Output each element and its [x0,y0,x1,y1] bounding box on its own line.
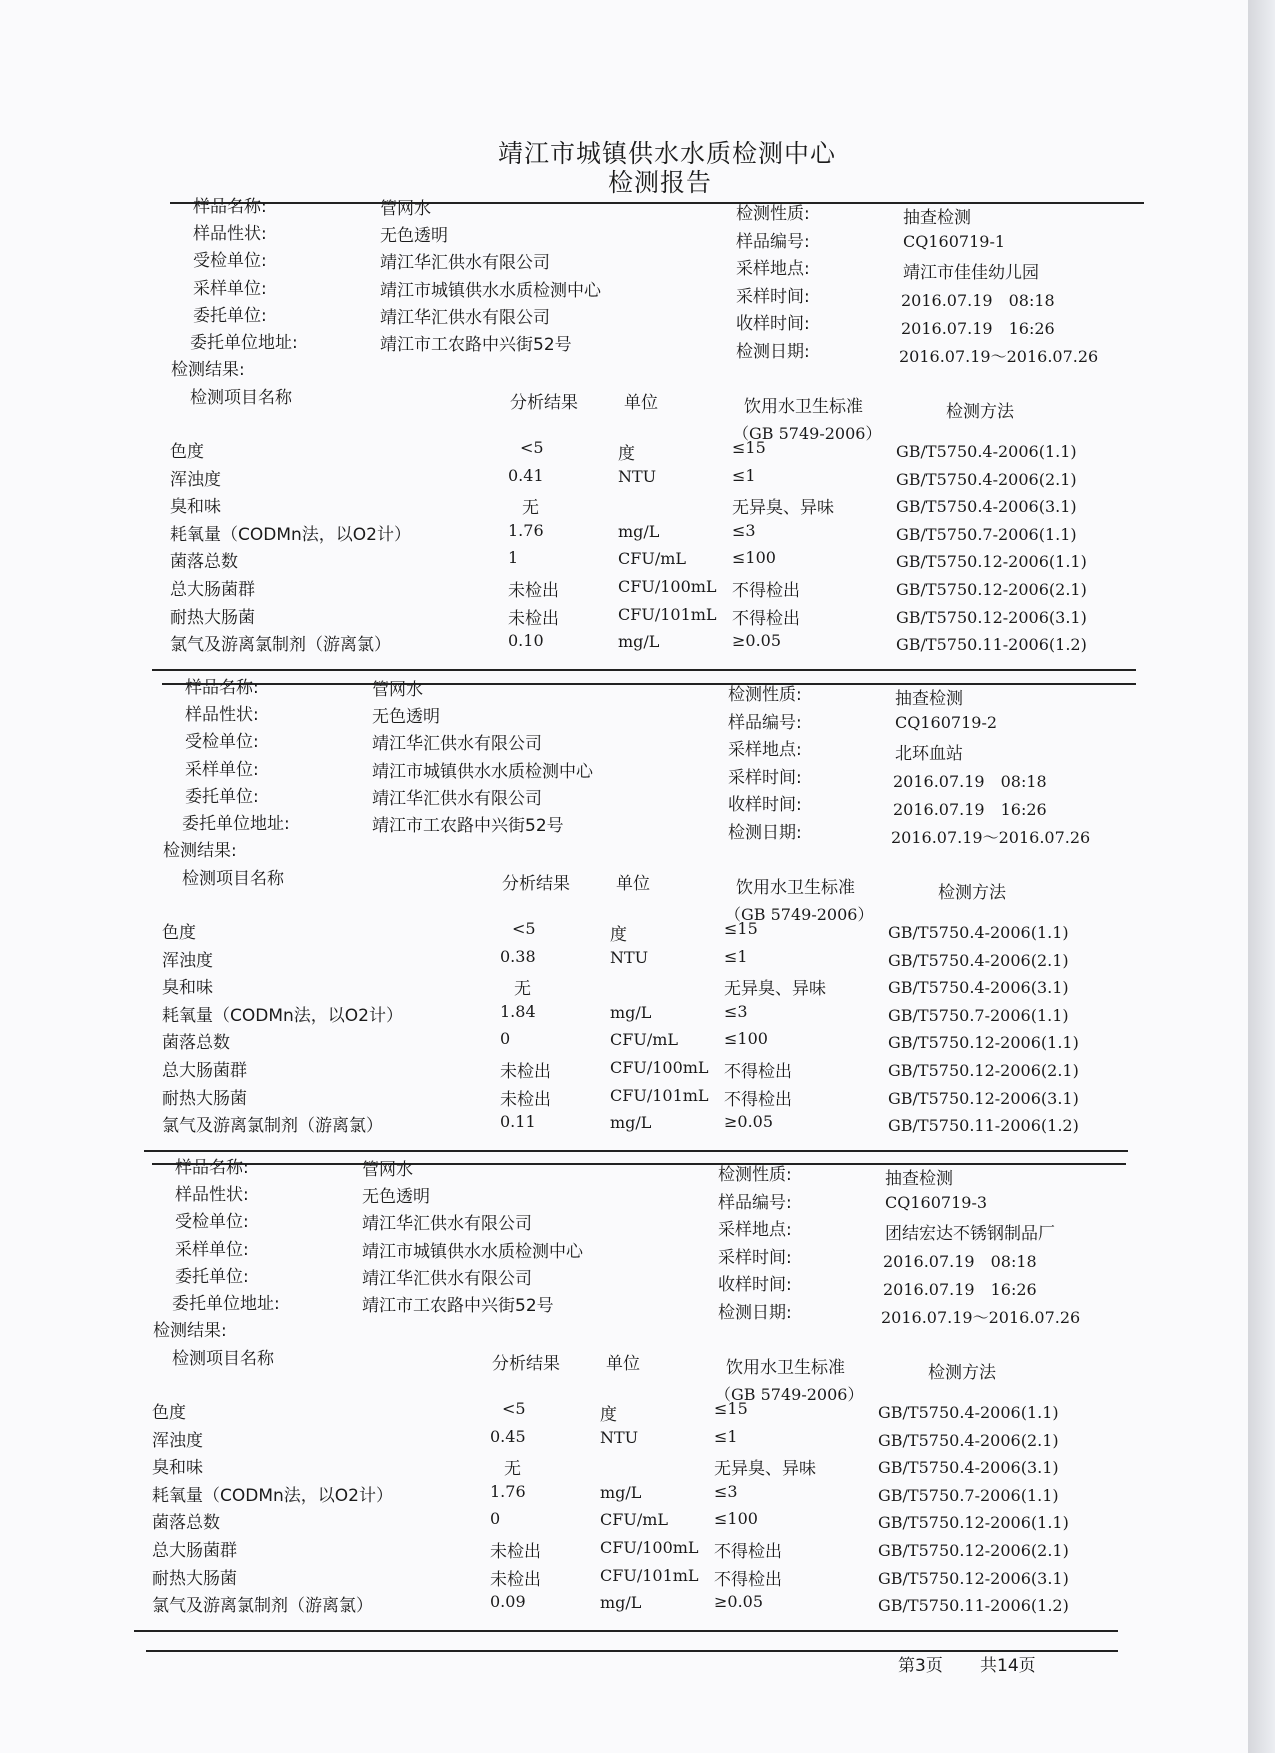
value-client-address: 靖江市工农路中兴街52号 [372,816,564,836]
sample-block-3 [0,961,1232,1617]
result-standard-cell: 无异臭、异味 [732,498,834,519]
header-unit: 单位 [616,874,650,894]
label-sampling-time: 采样时间: [728,768,802,788]
result-method-cell: GB/T5750.7-2006(1.1) [878,1485,1059,1505]
label-inspected-unit: 受检单位: [193,251,267,271]
result-result-cell: 未检出 [490,1542,541,1562]
label-sample-name: 样品名称: [185,678,259,698]
result-standard-cell: ≤100 [714,1509,758,1529]
result-standard-cell: ≤100 [732,548,776,568]
value-receipt-time: 2016.07.19 16:26 [901,319,1055,338]
value-receipt-time: 2016.07.19 16:26 [893,800,1047,819]
result-standard-cell: ≥0.05 [732,631,782,651]
result-unit-cell: CFU/mL [618,549,687,569]
sample-block-2 [0,481,1242,1137]
result-unit-cell: mg/L [600,1482,642,1502]
block-top-rule [152,1163,1126,1165]
result-unit-cell: mg/L [610,1113,652,1133]
org-title: 靖江市城镇供水水质检测中心 [498,139,837,168]
result-unit-cell: CFU/100mL [618,577,717,596]
value-sample-state: 无色透明 [372,707,440,727]
result-method-cell: GB/T5750.12-2006(3.1) [896,607,1087,627]
result-item-cell: 臭和味 [162,978,213,999]
result-item-cell: 色度 [170,442,204,462]
result-method-cell: GB/T5750.4-2006(3.1) [878,1458,1059,1478]
result-result-cell: 0 [500,1029,511,1049]
result-standard-cell: ≤15 [724,919,758,938]
result-unit-cell: CFU/101mL [600,1565,699,1585]
result-method-cell: GB/T5750.12-2006(1.1) [878,1513,1069,1533]
result-item-cell: 耗氧量（CODMn法，以O2计） [162,1005,403,1026]
result-result-cell: 0.41 [508,465,544,485]
result-method-cell: GB/T5750.12-2006(2.1) [888,1061,1079,1080]
result-standard-cell: ≤1 [714,1426,738,1446]
result-item-cell: 浑浊度 [162,950,213,971]
label-client-unit: 委托单位: [185,787,259,807]
result-result-cell: 无 [514,979,531,1000]
footer-rule [146,1650,1118,1652]
result-result-cell: 未检出 [508,608,559,629]
result-method-cell: GB/T5750.4-2006(1.1) [896,442,1077,461]
value-sample-name: 管网水 [372,680,423,700]
result-method-cell: GB/T5750.11-2006(1.2) [888,1116,1079,1136]
result-standard-cell: 不得检出 [732,581,800,601]
header-unit: 单位 [624,393,658,413]
header-standard: 饮用水卫生标准 [744,397,863,417]
result-unit-cell: 度 [618,444,635,464]
result-method-cell: GB/T5750.4-2006(3.1) [896,497,1077,517]
label-sampling-unit: 采样单位: [185,760,259,780]
result-item-cell: 氯气及游离氯制剂（游离氯） [152,1596,373,1617]
header-standard-ref: （GB 5749-2006） [725,905,874,924]
value-sample-name: 管网水 [362,1160,413,1180]
result-standard-cell: ≥0.05 [724,1112,774,1132]
result-unit-cell: CFU/101mL [610,1085,709,1105]
label-client-address: 委托单位地址: [182,814,290,834]
result-item-cell: 耐热大肠菌 [152,1568,237,1589]
result-item-cell: 菌落总数 [162,1033,230,1054]
value-client-unit: 靖江华汇供水有限公司 [362,1269,532,1289]
value-inspected-unit: 靖江华汇供水有限公司 [380,253,550,273]
label-sampling-time: 采样时间: [718,1248,792,1268]
result-standard-cell: ≤3 [714,1481,738,1501]
value-test-date: 2016.07.19～2016.07.26 [899,347,1099,366]
result-unit-cell: mg/L [600,1593,642,1613]
label-test-date: 检测日期: [718,1303,792,1323]
label-sample-state: 样品性状: [175,1185,249,1205]
block-top-rule [170,202,1144,204]
header-method: 检测方法 [946,402,1014,422]
label-sampling-site: 采样地点: [736,259,810,279]
result-standard-cell: ≤15 [714,1399,748,1418]
label-inspected-unit: 受检单位: [175,1212,249,1232]
label-test-date: 检测日期: [728,823,802,843]
label-receipt-time: 收样时间: [728,795,802,815]
result-item-cell: 菌落总数 [152,1513,220,1534]
result-standard-cell: ≤100 [724,1029,768,1049]
value-sampling-unit: 靖江市城镇供水水质检测中心 [380,281,601,301]
value-client-address: 靖江市工农路中兴街52号 [362,1296,554,1316]
result-method-cell: GB/T5750.11-2006(1.2) [896,635,1087,655]
value-sampling-time: 2016.07.19 08:18 [893,772,1047,791]
value-sampling-site: 北环血站 [895,744,963,764]
result-standard-cell: ≤3 [732,520,756,540]
header-item: 检测项目名称 [172,1349,274,1369]
header-item: 检测项目名称 [190,388,292,408]
value-client-address: 靖江市工农路中兴街52号 [380,335,572,355]
label-sampling-unit: 采样单位: [193,279,267,299]
result-method-cell: GB/T5750.7-2006(1.1) [896,524,1077,544]
header-standard: 饮用水卫生标准 [736,878,855,898]
result-item-cell: 氯气及游离氯制剂（游离氯） [162,1116,383,1137]
label-sample-name: 样品名称: [175,1158,249,1178]
result-result-cell: 0.45 [490,1426,526,1446]
result-method-cell: GB/T5750.11-2006(1.2) [878,1596,1069,1616]
value-test-nature: 抽查检测 [885,1169,953,1189]
value-inspected-unit: 靖江华汇供水有限公司 [362,1214,532,1234]
result-result-cell: 未检出 [508,581,559,601]
result-standard-cell: ≤15 [732,438,766,457]
label-sample-name: 样品名称: [193,197,267,217]
result-standard-cell: 不得检出 [724,1089,792,1110]
result-result-cell: 未检出 [500,1062,551,1082]
value-sample-state: 无色透明 [380,226,448,246]
result-unit-cell: CFU/100mL [600,1538,699,1557]
result-item-cell: 总大肠菌群 [162,1061,247,1081]
value-sampling-unit: 靖江市城镇供水水质检测中心 [372,762,593,782]
label-results: 检测结果: [163,841,237,861]
result-method-cell: GB/T5750.4-2006(2.1) [888,950,1069,970]
result-method-cell: GB/T5750.12-2006(2.1) [896,580,1087,599]
value-sample-no: CQ160719-2 [895,713,998,732]
result-unit-cell: mg/L [610,1002,652,1022]
label-receipt-time: 收样时间: [718,1275,792,1295]
label-client-address: 委托单位地址: [190,333,298,353]
result-item-cell: 臭和味 [152,1458,203,1479]
value-sampling-time: 2016.07.19 08:18 [901,291,1055,310]
header-item: 检测项目名称 [182,869,284,889]
block-bottom-rule [134,1630,1118,1632]
result-standard-cell: 不得检出 [732,608,800,629]
result-item-cell: 臭和味 [170,497,221,518]
result-method-cell: GB/T5750.4-2006(1.1) [878,1403,1059,1422]
page-number: 第3页 [898,1656,943,1676]
result-unit-cell: mg/L [618,632,660,652]
label-sample-no: 样品编号: [736,232,810,252]
result-unit-cell: 度 [600,1405,617,1425]
page-total: 共14页 [980,1656,1036,1676]
header-result: 分析结果 [510,393,578,413]
result-method-cell: GB/T5750.12-2006(1.1) [896,552,1087,572]
paper-edge-shadow [1248,0,1275,1753]
header-standard: 饮用水卫生标准 [726,1358,845,1378]
value-test-nature: 抽查检测 [895,689,963,709]
result-item-cell: 耐热大肠菌 [170,607,255,628]
header-result: 分析结果 [492,1354,560,1374]
result-method-cell: GB/T5750.12-2006(3.1) [888,1088,1079,1108]
label-test-nature: 检测性质: [736,204,810,224]
label-test-nature: 检测性质: [718,1165,792,1185]
result-result-cell: <5 [520,438,544,457]
result-method-cell: GB/T5750.12-2006(1.1) [888,1033,1079,1053]
result-result-cell: <5 [502,1399,526,1418]
value-client-unit: 靖江华汇供水有限公司 [380,308,550,328]
label-client-unit: 委托单位: [193,306,267,326]
label-sample-no: 样品编号: [728,713,802,733]
result-result-cell: 0.10 [508,631,544,651]
result-result-cell: 1.84 [500,1001,536,1021]
header-method: 检测方法 [938,883,1006,903]
result-method-cell: GB/T5750.12-2006(2.1) [878,1541,1069,1560]
result-method-cell: GB/T5750.4-2006(2.1) [878,1430,1059,1450]
value-sampling-site: 靖江市佳佳幼儿园 [903,263,1039,283]
result-standard-cell: ≤1 [724,946,748,966]
value-test-nature: 抽查检测 [903,208,971,228]
result-result-cell: 0.11 [500,1112,536,1132]
value-sample-no: CQ160719-1 [903,232,1006,251]
result-result-cell: 1.76 [490,1481,526,1501]
value-sampling-unit: 靖江市城镇供水水质检测中心 [362,1242,583,1262]
result-standard-cell: 无异臭、异味 [724,979,826,1000]
result-result-cell: 0 [490,1509,501,1529]
label-results: 检测结果: [171,360,245,380]
value-sample-name: 管网水 [380,199,431,219]
label-results: 检测结果: [153,1321,227,1341]
result-item-cell: 耗氧量（CODMn法，以O2计） [152,1485,393,1506]
result-unit-cell: mg/L [618,521,660,541]
result-result-cell: 无 [504,1459,521,1480]
header-standard-ref: （GB 5749-2006） [715,1385,864,1404]
label-client-unit: 委托单位: [175,1267,249,1287]
header-result: 分析结果 [502,874,570,894]
result-unit-cell: 度 [610,925,627,945]
result-unit-cell: NTU [610,947,649,967]
value-sample-no: CQ160719-3 [885,1193,988,1212]
value-sample-state: 无色透明 [362,1187,430,1207]
result-result-cell: 1 [508,548,519,568]
label-sample-state: 样品性状: [193,224,267,244]
result-unit-cell: NTU [618,466,657,486]
value-test-date: 2016.07.19～2016.07.26 [891,828,1091,847]
result-standard-cell: ≥0.05 [714,1592,764,1612]
label-sample-state: 样品性状: [185,705,259,725]
sample-block-1 [0,0,1250,656]
result-item-cell: 耐热大肠菌 [162,1088,247,1109]
result-unit-cell: CFU/mL [610,1030,679,1050]
block-top-rule [162,683,1136,685]
result-item-cell: 总大肠菌群 [152,1541,237,1561]
result-item-cell: 浑浊度 [170,469,221,490]
value-sampling-site: 团结宏达不锈钢制品厂 [885,1224,1055,1244]
result-unit-cell: CFU/mL [600,1510,669,1530]
result-unit-cell: CFU/100mL [610,1058,709,1077]
label-sampling-site: 采样地点: [728,740,802,760]
result-result-cell: <5 [512,919,536,938]
result-item-cell: 耗氧量（CODMn法，以O2计） [170,524,411,545]
result-item-cell: 色度 [162,923,196,943]
result-result-cell: 0.09 [490,1592,526,1612]
result-method-cell: GB/T5750.4-2006(1.1) [888,923,1069,942]
value-sampling-time: 2016.07.19 08:18 [883,1252,1037,1271]
result-method-cell: GB/T5750.12-2006(3.1) [878,1568,1069,1588]
label-sampling-site: 采样地点: [718,1220,792,1240]
label-test-nature: 检测性质: [728,685,802,705]
label-sampling-unit: 采样单位: [175,1240,249,1260]
result-unit-cell: NTU [600,1427,639,1447]
label-sample-no: 样品编号: [718,1193,792,1213]
result-result-cell: 未检出 [490,1569,541,1590]
result-item-cell: 氯气及游离氯制剂（游离氯） [170,635,391,656]
label-inspected-unit: 受检单位: [185,732,259,752]
value-test-date: 2016.07.19～2016.07.26 [881,1308,1081,1327]
result-standard-cell: ≤3 [724,1001,748,1021]
label-receipt-time: 收样时间: [736,314,810,334]
result-unit-cell: CFU/101mL [618,604,717,624]
label-sampling-time: 采样时间: [736,287,810,307]
result-result-cell: 未检出 [500,1089,551,1110]
result-standard-cell: 不得检出 [714,1569,782,1590]
result-standard-cell: 不得检出 [714,1542,782,1562]
value-receipt-time: 2016.07.19 16:26 [883,1280,1037,1299]
result-standard-cell: 不得检出 [724,1062,792,1082]
value-client-unit: 靖江华汇供水有限公司 [372,789,542,809]
header-method: 检测方法 [928,1363,996,1383]
result-method-cell: GB/T5750.4-2006(2.1) [896,469,1077,489]
result-method-cell: GB/T5750.7-2006(1.1) [888,1005,1069,1025]
result-item-cell: 色度 [152,1403,186,1423]
result-method-cell: GB/T5750.4-2006(3.1) [888,978,1069,998]
result-result-cell: 0.38 [500,946,536,966]
result-standard-cell: 无异臭、异味 [714,1459,816,1480]
header-unit: 单位 [606,1354,640,1374]
result-item-cell: 菌落总数 [170,552,238,573]
label-test-date: 检测日期: [736,342,810,362]
result-item-cell: 总大肠菌群 [170,580,255,600]
result-item-cell: 浑浊度 [152,1430,203,1451]
report-title: 检测报告 [608,168,713,197]
result-result-cell: 无 [522,498,539,519]
result-standard-cell: ≤1 [732,465,756,485]
result-result-cell: 1.76 [508,520,544,540]
label-client-address: 委托单位地址: [172,1294,280,1314]
header-standard-ref: （GB 5749-2006） [733,424,882,443]
value-inspected-unit: 靖江华汇供水有限公司 [372,734,542,754]
